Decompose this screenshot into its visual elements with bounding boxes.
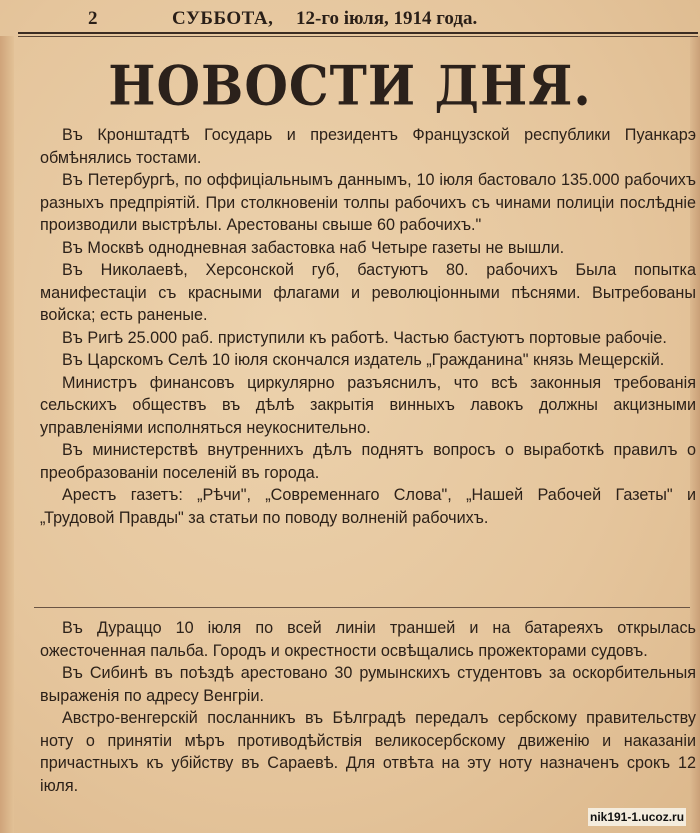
masthead-rule-thin: [18, 36, 698, 37]
page-number: 2: [88, 8, 98, 29]
section-divider: [34, 607, 690, 608]
section-headline: НОВОСТИ ДНЯ.: [108, 53, 592, 118]
masthead-day: СУББОТА,: [172, 8, 274, 29]
news-item-kronstadt: Въ Кронштадтѣ Государь и президентъ Французской республики Пуанкарэ обмѣнялись тостами.: [40, 126, 696, 167]
news-column-foreign: [40, 617, 696, 797]
news-item-tsarskoe-selo: Въ Царскомъ Селѣ 10 іюля скончался издатель „Гражданина" князь Мещерскій.: [62, 351, 665, 369]
watermark: nik191-1.ucoz.ru: [590, 810, 685, 824]
news-item-durazzo: Въ Дураццо 10 іюля по всей линіи траншей и на батареяхъ открылась ожесточенная пальба. Городъ и окрестности освѣщались прожекторами судовъ.: [40, 619, 696, 660]
masthead-date: 12-го іюля, 1914 года.: [296, 8, 478, 29]
news-item-interior-ministry: Въ министерствѣ внутреннихъ дѣлъ поднятъ вопросъ о выработкѣ правилъ о преобразованіи поселеній въ города.: [40, 441, 696, 482]
masthead: [0, 6, 700, 32]
news-item-newspaper-arrests: Арестъ газетъ: „Рѣчи", „Современнаго Слова", „Нашей Рабочей Газеты" и „Трудовой Правды" за статьи по поводу волненій рабочихъ.: [40, 486, 696, 527]
news-item-moscow: Въ Москвѣ однодневная забастовка наб Четыре газеты не вышли.: [62, 238, 565, 257]
news-column-top: [40, 124, 696, 529]
masthead-rule: [18, 32, 698, 34]
news-item-austria-serbia: Австро-венгерскій посланникъ въ Бѣлградѣ передалъ сербскому правительству ноту о принятіи мѣръ противодѣйствія великосербскому движенію и наказаніи причастныхъ къ убійству въ Сараевѣ. Для отвѣта на эту ноту назначенъ срокъ 12 іюля.: [40, 709, 696, 795]
news-item-sibiu: Въ Сибинѣ въ поѣздѣ арестовано 30 румынскихъ студентовъ за оскорбительныя выраженія по адресу Венгріи.: [40, 664, 696, 705]
news-item-petersburg: Въ Петербургѣ, по оффиціальнымъ даннымъ, 10 іюля бастовало 135.000 рабочихъ разныхъ предпріятій. При столкновеніи толпы рабочихъ съ чинами полиціи послѣдніе производили выстрѣлы. Арестованы свыше 60 рабочихъ.": [40, 171, 696, 234]
news-item-finance-minister: Министръ финансовъ циркулярно разъяснилъ, что всѣ законныя требованія сельскихъ обществъ въ дѣлѣ закрытія винныхъ лавокъ должны акцизными управленіями исполняться неукоснительно.: [40, 373, 696, 437]
news-item-nikolaev: Въ Николаевѣ, Херсонской губ, бастуютъ 80. рабочихъ Была попытка манифестаціи съ красными флагами и революціонными пѣснями. Вытребованы войска; есть раненые.: [40, 261, 696, 324]
news-item-riga: Въ Ригѣ 25.000 раб. приступили къ работѣ. Частью бастуютъ портовые рабочіе.: [62, 328, 667, 347]
left-page-edge: [0, 36, 14, 833]
